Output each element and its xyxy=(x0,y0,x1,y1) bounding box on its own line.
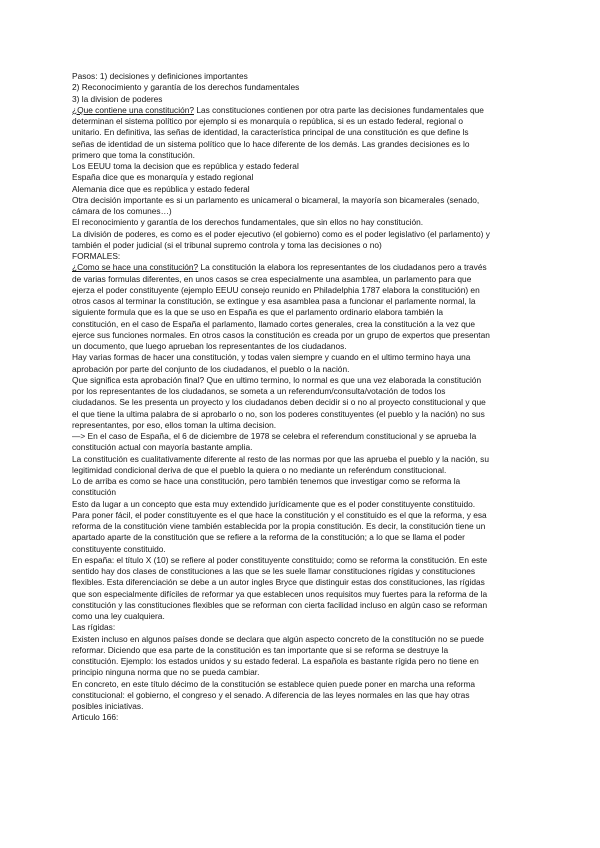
text-line xyxy=(72,431,532,442)
paragraph xyxy=(72,454,532,477)
text-line xyxy=(72,206,532,217)
text-line xyxy=(72,690,532,701)
line-text: España dice que es monarquía y estado regional xyxy=(72,172,254,183)
line-text: sentido hay dos clases de constituciones a las que se les suele llamar constituciones rígidas y constituciones xyxy=(72,566,476,576)
text-line xyxy=(72,577,532,588)
line-text: siguiente formula que es la que se uso en España es que el parlamento ordinario elabora también la xyxy=(72,307,444,318)
line-text: 2) Reconocimiento y garantía de los derechos fundamentales xyxy=(72,82,300,93)
text-line xyxy=(72,532,532,543)
line-text: legitimidad condicional deriva de que el pueblo la quiera o no mediante un referéndum constitucional. xyxy=(72,464,447,475)
text-line xyxy=(72,150,532,161)
line-text: La constitución es cualitativamente diferente al resto de las normas por que las aprueba el pueblo y la nación, su xyxy=(72,453,489,464)
line-text: Las rígidas: xyxy=(72,622,116,633)
line-text: flexibles. Esta diferenciación se debe a un autor ingles Bryce que distinguir estas dos constituciones, las rígidas xyxy=(72,577,485,588)
document-page xyxy=(72,71,532,724)
paragraph xyxy=(72,251,532,262)
paragraph xyxy=(72,476,532,499)
paragraph xyxy=(72,499,532,510)
text-line xyxy=(72,555,532,566)
text-line xyxy=(72,364,532,375)
paragraph xyxy=(72,622,532,633)
text-line xyxy=(72,296,532,307)
text-line xyxy=(72,341,532,352)
paragraph xyxy=(72,229,532,252)
text-line xyxy=(72,476,532,487)
line-text: de varias formulas diferentes, en unos casos se crea especialmente una asamblea, un parlamento para que xyxy=(72,273,472,284)
text-line xyxy=(72,127,532,138)
line-text: apartado aparte de la constitución que se refiere a la reforma de la constitución; a lo que se llama el poder xyxy=(72,532,465,543)
text-line xyxy=(72,352,532,363)
line-text: unitario. En definitiva, las señas de identidad, la característica principal de una constitución es que define ls xyxy=(72,127,469,138)
text-line xyxy=(72,172,532,183)
line-text: constitución xyxy=(72,487,117,498)
line-text: que son especialmente difíciles de reformar ya que establecen unos requisitos muy fuertes para la reforma de la xyxy=(72,588,488,599)
line-text: —> En el caso de España, el 6 de diciembre de 1978 se celebra el referendum constitucional y se aprueba la xyxy=(72,431,477,441)
paragraph xyxy=(72,634,532,679)
text-line xyxy=(72,645,532,656)
text-line xyxy=(72,679,532,690)
text-line xyxy=(72,656,532,667)
text-line xyxy=(72,442,532,453)
text-line xyxy=(72,161,532,172)
line-text: 3) la division de poderes xyxy=(72,93,163,104)
line-text: Para poner fácil, el poder constituyente es el que hace la constitución y el constituido es el que la reforma, y esa xyxy=(72,509,487,520)
line-text: Alemania dice que es república y estado federal xyxy=(72,183,250,194)
text-line xyxy=(72,510,532,521)
line-text: posibles iniciativas. xyxy=(72,701,144,711)
line-text: Pasos: 1) decisiones y definiciones importantes xyxy=(72,71,248,81)
paragraph xyxy=(72,195,532,218)
text-line xyxy=(72,566,532,577)
line-text: Las constituciones contienen por otra parte las decisiones fundamentales que xyxy=(194,104,484,115)
section-question: ¿Como se hace una constitución? xyxy=(72,262,199,273)
line-text: En concreto, en este título décimo de la constitución se establece quien puede poner en marcha una reforma xyxy=(72,678,476,689)
line-text: aprobación por parte del conjunto de los ciudadanos, el pueblo o la nación. xyxy=(72,363,350,374)
line-text: principio ninguna norma que no se pueda cambiar. xyxy=(72,667,260,678)
line-text: Articulo 166: xyxy=(72,712,119,723)
line-text: otros casos al terminar la constitución, se extingue y esa asamblea pasa a funcionar el parlamente normal, la xyxy=(72,296,476,306)
line-text: constituyente constituido. xyxy=(72,543,166,554)
paragraph xyxy=(72,184,532,195)
paragraph xyxy=(72,161,532,172)
line-text: un documento, que luego aprueban los representantes de los ciudadanos. xyxy=(72,341,347,351)
paragraph xyxy=(72,555,532,623)
paragraph xyxy=(72,217,532,228)
text-line xyxy=(72,285,532,296)
text-line xyxy=(72,499,532,510)
paragraph xyxy=(72,679,532,713)
line-text: Hay varias formas de hacer una constitución, y todas valen siempre y cuando en el ultimo termino haya una xyxy=(72,352,471,363)
line-text: representantes, por eso, ellos toman la ultima decision. xyxy=(72,419,277,430)
section-question: ¿Que contiene una constitución? xyxy=(72,104,194,115)
text-line xyxy=(72,712,532,723)
line-text: constitución, en el caso de España el parlamento, llamado cortes generales, crea la constitución a la vez que xyxy=(72,318,476,329)
line-text: ciudadanos. Se les presenta un proyecto y los ciudadanos deben decidir si o no al proyecto constitucional y que xyxy=(72,397,486,408)
text-line xyxy=(72,307,532,318)
text-line xyxy=(72,71,532,82)
paragraph xyxy=(72,105,532,161)
text-line xyxy=(72,240,532,251)
line-text: Los EEUU toma la decision que es república y estado federal xyxy=(72,161,299,171)
line-text: por los representantes de los ciudadanos, se someta a un referendum/consulta/votación de todos los xyxy=(72,386,446,396)
text-line xyxy=(72,397,532,408)
line-text: el que tiene la ultima palabra de si aprobarlo o no, son los poderes constituyentes (el pueblo y la nación) no sus xyxy=(72,408,485,419)
text-line xyxy=(72,521,532,532)
line-text: como una ley cualquiera. xyxy=(72,611,165,621)
line-text: Que significa esta aprobación final? Que en ultimo termino, lo normal es que una vez elaborada la constitución xyxy=(72,374,482,385)
paragraph xyxy=(72,172,532,183)
line-text: Otra decisión importante es si un parlamento es unicameral o bicameral, la mayoría son bicamerales (senado, xyxy=(72,194,480,205)
line-text: reforma de la constitución viene también establecida por la propia constitución. Es decir, la constitución tiene un xyxy=(72,521,486,531)
text-line xyxy=(72,634,532,645)
text-line xyxy=(72,94,532,105)
text-line xyxy=(72,229,532,240)
text-line xyxy=(72,409,532,420)
text-line xyxy=(72,465,532,476)
line-text: Existen incluso en algunos países donde se declara que algún aspecto concreto de la constitución no se puede xyxy=(72,633,484,644)
paragraph xyxy=(72,375,532,431)
line-text: también el poder judicial (si el tribunal supremo controla y toma las decisiones o no) xyxy=(72,239,382,250)
text-line xyxy=(72,139,532,150)
line-text: constitución actual con mayoría bastante amplia. xyxy=(72,442,253,453)
paragraph xyxy=(72,352,532,375)
line-text: ejerce sus funciones normales. En otros casos la constitución es creada por un grupo de expertos que presentan xyxy=(72,329,490,340)
text-line xyxy=(72,454,532,465)
text-line xyxy=(72,544,532,555)
text-line xyxy=(72,622,532,633)
text-line xyxy=(72,386,532,397)
line-text: La constitución la elabora los representantes de los ciudadanos pero a través xyxy=(198,262,487,273)
line-text: Lo de arriba es como se hace una constitución, pero también tenemos que investigar como se reforma la xyxy=(72,476,461,486)
line-text: cámara de los comunes…) xyxy=(72,206,172,216)
line-text: reformar. Diciendo que esa parte de la constitución es tan importante que si se reforma se destruye la xyxy=(72,644,449,655)
text-line xyxy=(72,330,532,341)
text-line xyxy=(72,319,532,330)
paragraph xyxy=(72,712,532,723)
text-line xyxy=(72,105,532,116)
text-line xyxy=(72,667,532,678)
line-text: En españa: el título X (10) se refiere al poder constituyente constituido; como se reforma la constitución. En este xyxy=(72,554,488,565)
line-text: constitución y las constituciones flexibles que se reforman con cierta facilidad incluso en algún caso se reforman xyxy=(72,599,488,610)
text-line xyxy=(72,600,532,611)
text-line xyxy=(72,487,532,498)
text-line xyxy=(72,184,532,195)
paragraph xyxy=(72,262,532,352)
line-text: FORMALES: xyxy=(72,251,121,261)
text-line xyxy=(72,375,532,386)
line-text: El reconocimiento y garantía de los derechos fundamentales, que sin ellos no hay constitución. xyxy=(72,217,424,228)
paragraph xyxy=(72,510,532,555)
text-line xyxy=(72,251,532,262)
paragraph xyxy=(72,94,532,105)
line-text: Esto da lugar a un concepto que esta muy extendido jurídicamente que es el poder constituyente constituido. xyxy=(72,498,476,509)
text-line xyxy=(72,589,532,600)
text-line xyxy=(72,701,532,712)
text-line xyxy=(72,420,532,431)
text-line xyxy=(72,274,532,285)
text-line xyxy=(72,82,532,93)
paragraph xyxy=(72,71,532,82)
line-text: señas de identidad de un sistema político que lo hace diferente de los demás. Las grandes decisiones es lo xyxy=(72,138,470,149)
line-text: determinan el sistema político por ejemplo si es monarquía o república, si es un estado federal, regional o xyxy=(72,116,463,126)
line-text: constitucional: el gobierno, el congreso y el senado. A diferencia de las leyes normales en las que hay otras xyxy=(72,689,470,700)
line-text: primero que toma la constitución. xyxy=(72,149,195,160)
line-text: ejerza el poder constituyente (ejemplo EEUU consejo reunido en Philadelphia 1787 elabora la constitución) en xyxy=(72,284,480,295)
text-line xyxy=(72,195,532,206)
text-line xyxy=(72,217,532,228)
text-line xyxy=(72,611,532,622)
line-text: constitución. Ejemplo: los estados unidos y su estado federal. La española es bastante rígida pero no tiene en xyxy=(72,656,479,666)
text-line xyxy=(72,262,532,273)
text-line xyxy=(72,116,532,127)
paragraph xyxy=(72,431,532,454)
paragraph xyxy=(72,82,532,93)
line-text: La división de poderes, es como es el poder ejecutivo (el gobierno) como es el poder legislativo (el parlamento) y xyxy=(72,228,490,239)
